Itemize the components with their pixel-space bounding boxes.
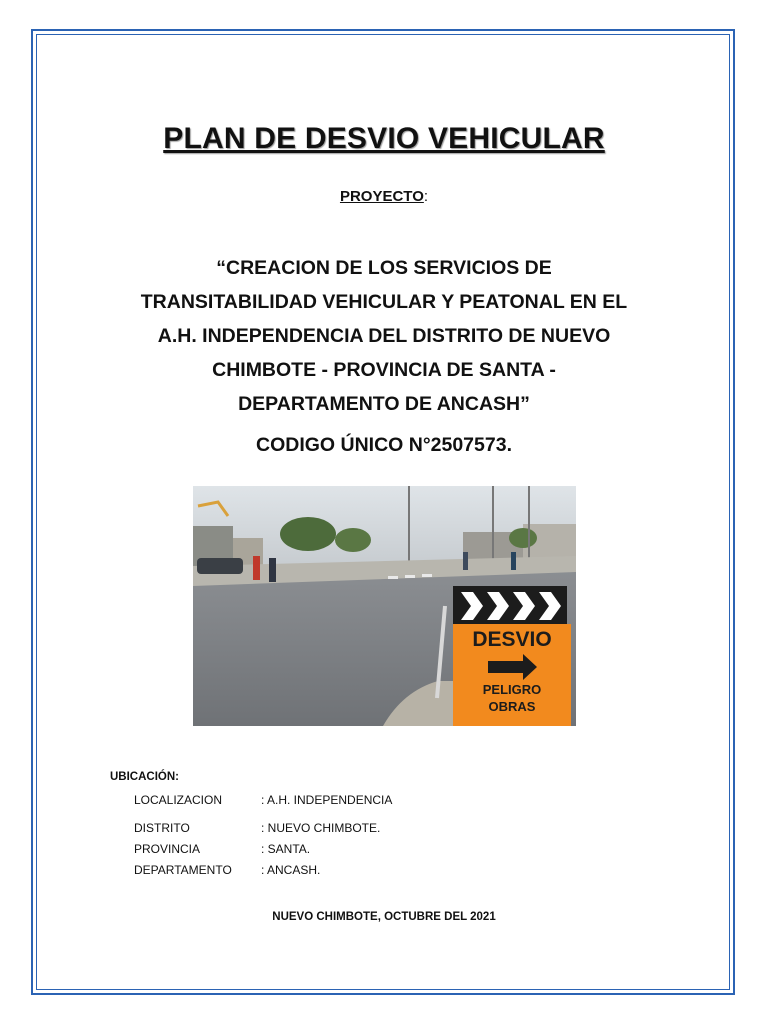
proyecto-label: PROYECTO	[339, 188, 424, 205]
ubicacion-value: : ANCASH.	[261, 863, 321, 877]
photo-car	[197, 558, 243, 574]
ubicacion-value: : NUEVO CHIMBOTE.	[261, 821, 381, 835]
ubicacion-key: LOCALIZACION	[134, 793, 223, 807]
ubicacion-key: PROVINCIA	[134, 842, 201, 856]
proyecto-colon: :	[423, 188, 429, 205]
ubicacion-title: UBICACIÓN:	[110, 771, 179, 783]
detour-sign	[453, 586, 571, 726]
ubicacion-key: DEPARTAMENTO	[134, 863, 232, 877]
ubicacion-value: : A.H. INDEPENDENCIA	[261, 793, 393, 807]
description-line: A.H. INDEPENDENCIA DEL DISTRITO DE NUEVO	[157, 325, 611, 347]
ubicacion-value: : SANTA.	[261, 842, 311, 856]
description-line: DEPARTAMENTO DE ANCASH”	[238, 393, 530, 415]
codigo-unico: CODIGO ÚNICO N°2507573.	[256, 434, 512, 456]
road-detour-photo	[193, 486, 576, 726]
sign-sub-text-2: OBRAS	[488, 699, 536, 714]
footer-place-date: NUEVO CHIMBOTE, OCTUBRE DEL 2021	[272, 911, 496, 923]
sign-main-text: DESVIO	[472, 628, 552, 651]
description-line: TRANSITABILIDAD VEHICULAR Y PEATONAL EN EL	[140, 291, 628, 313]
description-line: CHIMBOTE - PROVINCIA DE SANTA -	[212, 359, 556, 381]
proyecto-heading	[0, 188, 768, 205]
document-title: PLAN DE DESVIO VEHICULAR	[163, 122, 605, 155]
ubicacion-key: DISTRITO	[134, 821, 190, 835]
sign-sub-text-1: PELIGRO	[482, 682, 542, 697]
project-description	[100, 251, 668, 421]
description-line: “CREACION DE LOS SERVICIOS DE	[216, 257, 552, 279]
